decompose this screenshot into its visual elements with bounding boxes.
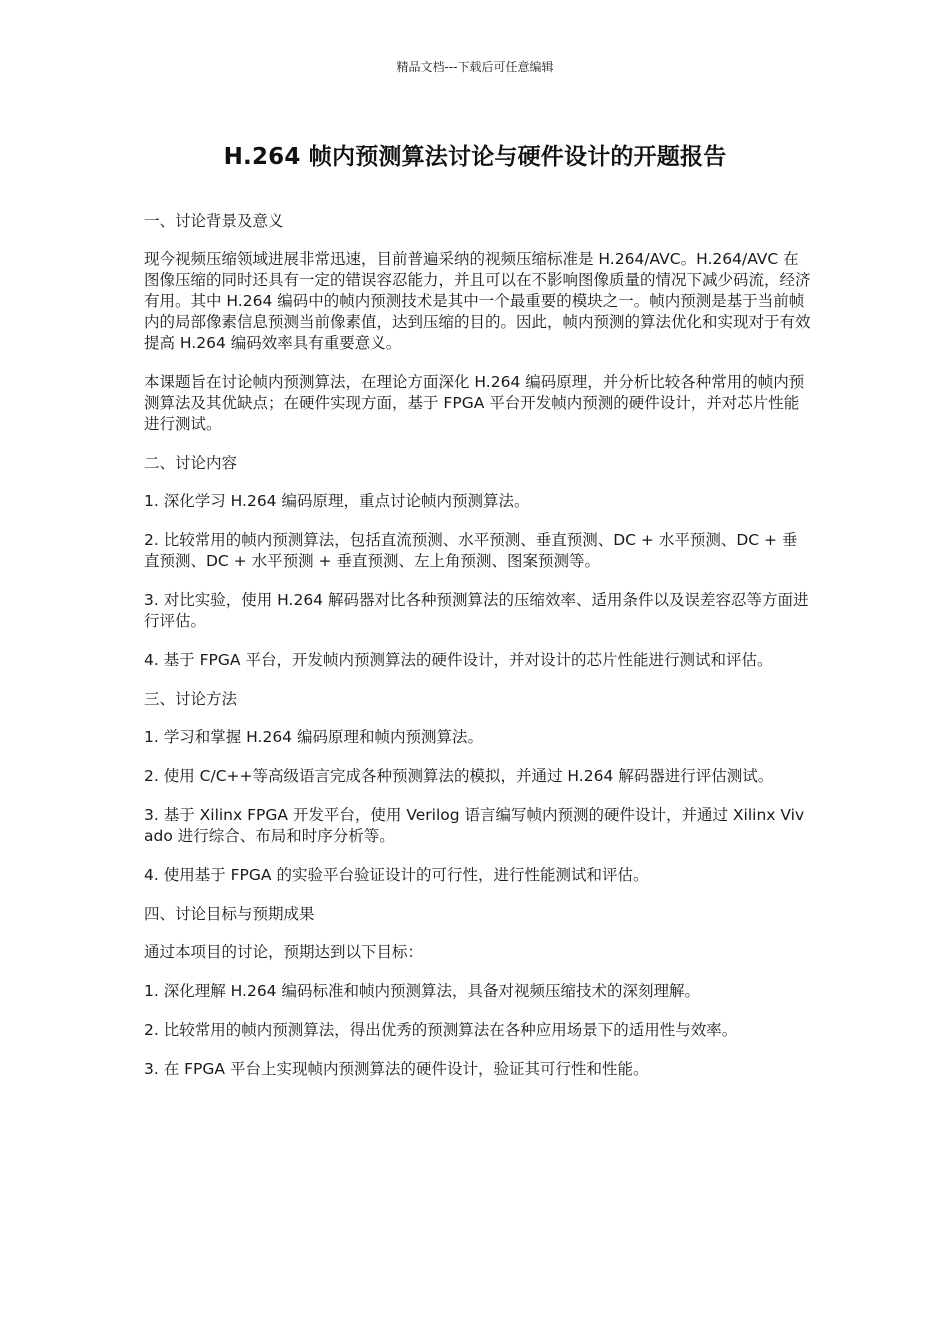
list-item-content-1: 1. 深化学习 H.264 编码原理，重点讨论帧内预测算法。 xyxy=(144,492,530,510)
list-item-content-3: 3. 对比实验，使用 H.264 解码器对比各种预测算法的压缩效率、适用条件以及误差容忍等方面进行评估。 xyxy=(144,591,809,630)
section-heading-methods: 三、讨论方法 xyxy=(144,690,238,708)
list-item-content-2: 2. 比较常用的帧内预测算法，包括直流预测、水平预测、垂直预测、DC + 水平预测、DC + 垂直预测、DC + 水平预测 + 垂直预测、左上角预测、图案预测等。 xyxy=(144,531,798,570)
paragraph-goals-intro: 通过本项目的讨论，预期达到以下目标： xyxy=(144,943,424,961)
list-item-goals-3: 3. 在 FPGA 平台上实现帧内预测算法的硬件设计，验证其可行性和性能。 xyxy=(144,1060,649,1078)
section-heading-content: 二、讨论内容 xyxy=(144,454,238,472)
list-item-methods-1: 1. 学习和掌握 H.264 编码原理和帧内预测算法。 xyxy=(144,728,483,746)
section-heading-goals: 四、讨论目标与预期成果 xyxy=(144,905,315,923)
header-note: 精品文档---下载后可任意编辑 xyxy=(396,60,554,74)
document-body xyxy=(144,211,812,1098)
document-title: H.264 帧内预测算法讨论与硬件设计的开题报告 xyxy=(223,144,727,170)
list-item-methods-4: 4. 使用基于 FPGA 的实验平台验证设计的可行性，进行性能测试和评估。 xyxy=(144,866,649,884)
section-heading-background: 一、讨论背景及意义 xyxy=(144,212,284,230)
list-item-methods-2: 2. 使用 C/C++等高级语言完成各种预测算法的模拟，并通过 H.264 解码器进行评估测试。 xyxy=(144,767,774,785)
paragraph-background-1: 现今视频压缩领域进展非常迅速，目前普遍采纳的视频压缩标准是 H.264/AVC。H.264/AVC 在图像压缩的同时还具有一定的错误容忍能力，并且可以在不影响图像质量的情况下减少码流，经济有用。其中 H.264 编码中的帧内预测技术是其中一个最重要的模块之一。帧内预测是基于当前帧内的局部像素信息预测当前像素值，达到压缩的目的。因此，帧内预测的算法优化和实现对于有效提高 H.264 编码效率具有重要意义。 xyxy=(144,250,811,352)
list-item-content-4: 4. 基于 FPGA 平台，开发帧内预测算法的硬件设计，并对设计的芯片性能进行测试和评估。 xyxy=(144,651,773,669)
paragraph-background-2: 本课题旨在讨论帧内预测算法，在理论方面深化 H.264 编码原理，并分析比较各种常用的帧内预测算法及其优缺点；在硬件实现方面，基于 FPGA 平台开发帧内预测的硬件设计，并对芯片性能进行测试。 xyxy=(144,373,805,433)
list-item-methods-3: 3. 基于 Xilinx FPGA 开发平台，使用 Verilog 语言编写帧内预测的硬件设计，并通过 Xilinx Vivado 进行综合、布局和时序分析等。 xyxy=(144,806,805,845)
list-item-goals-1: 1. 深化理解 H.264 编码标准和帧内预测算法，具备对视频压缩技术的深刻理解。 xyxy=(144,982,700,1000)
list-item-goals-2: 2. 比较常用的帧内预测算法，得出优秀的预测算法在各种应用场景下的适用性与效率。 xyxy=(144,1021,738,1039)
